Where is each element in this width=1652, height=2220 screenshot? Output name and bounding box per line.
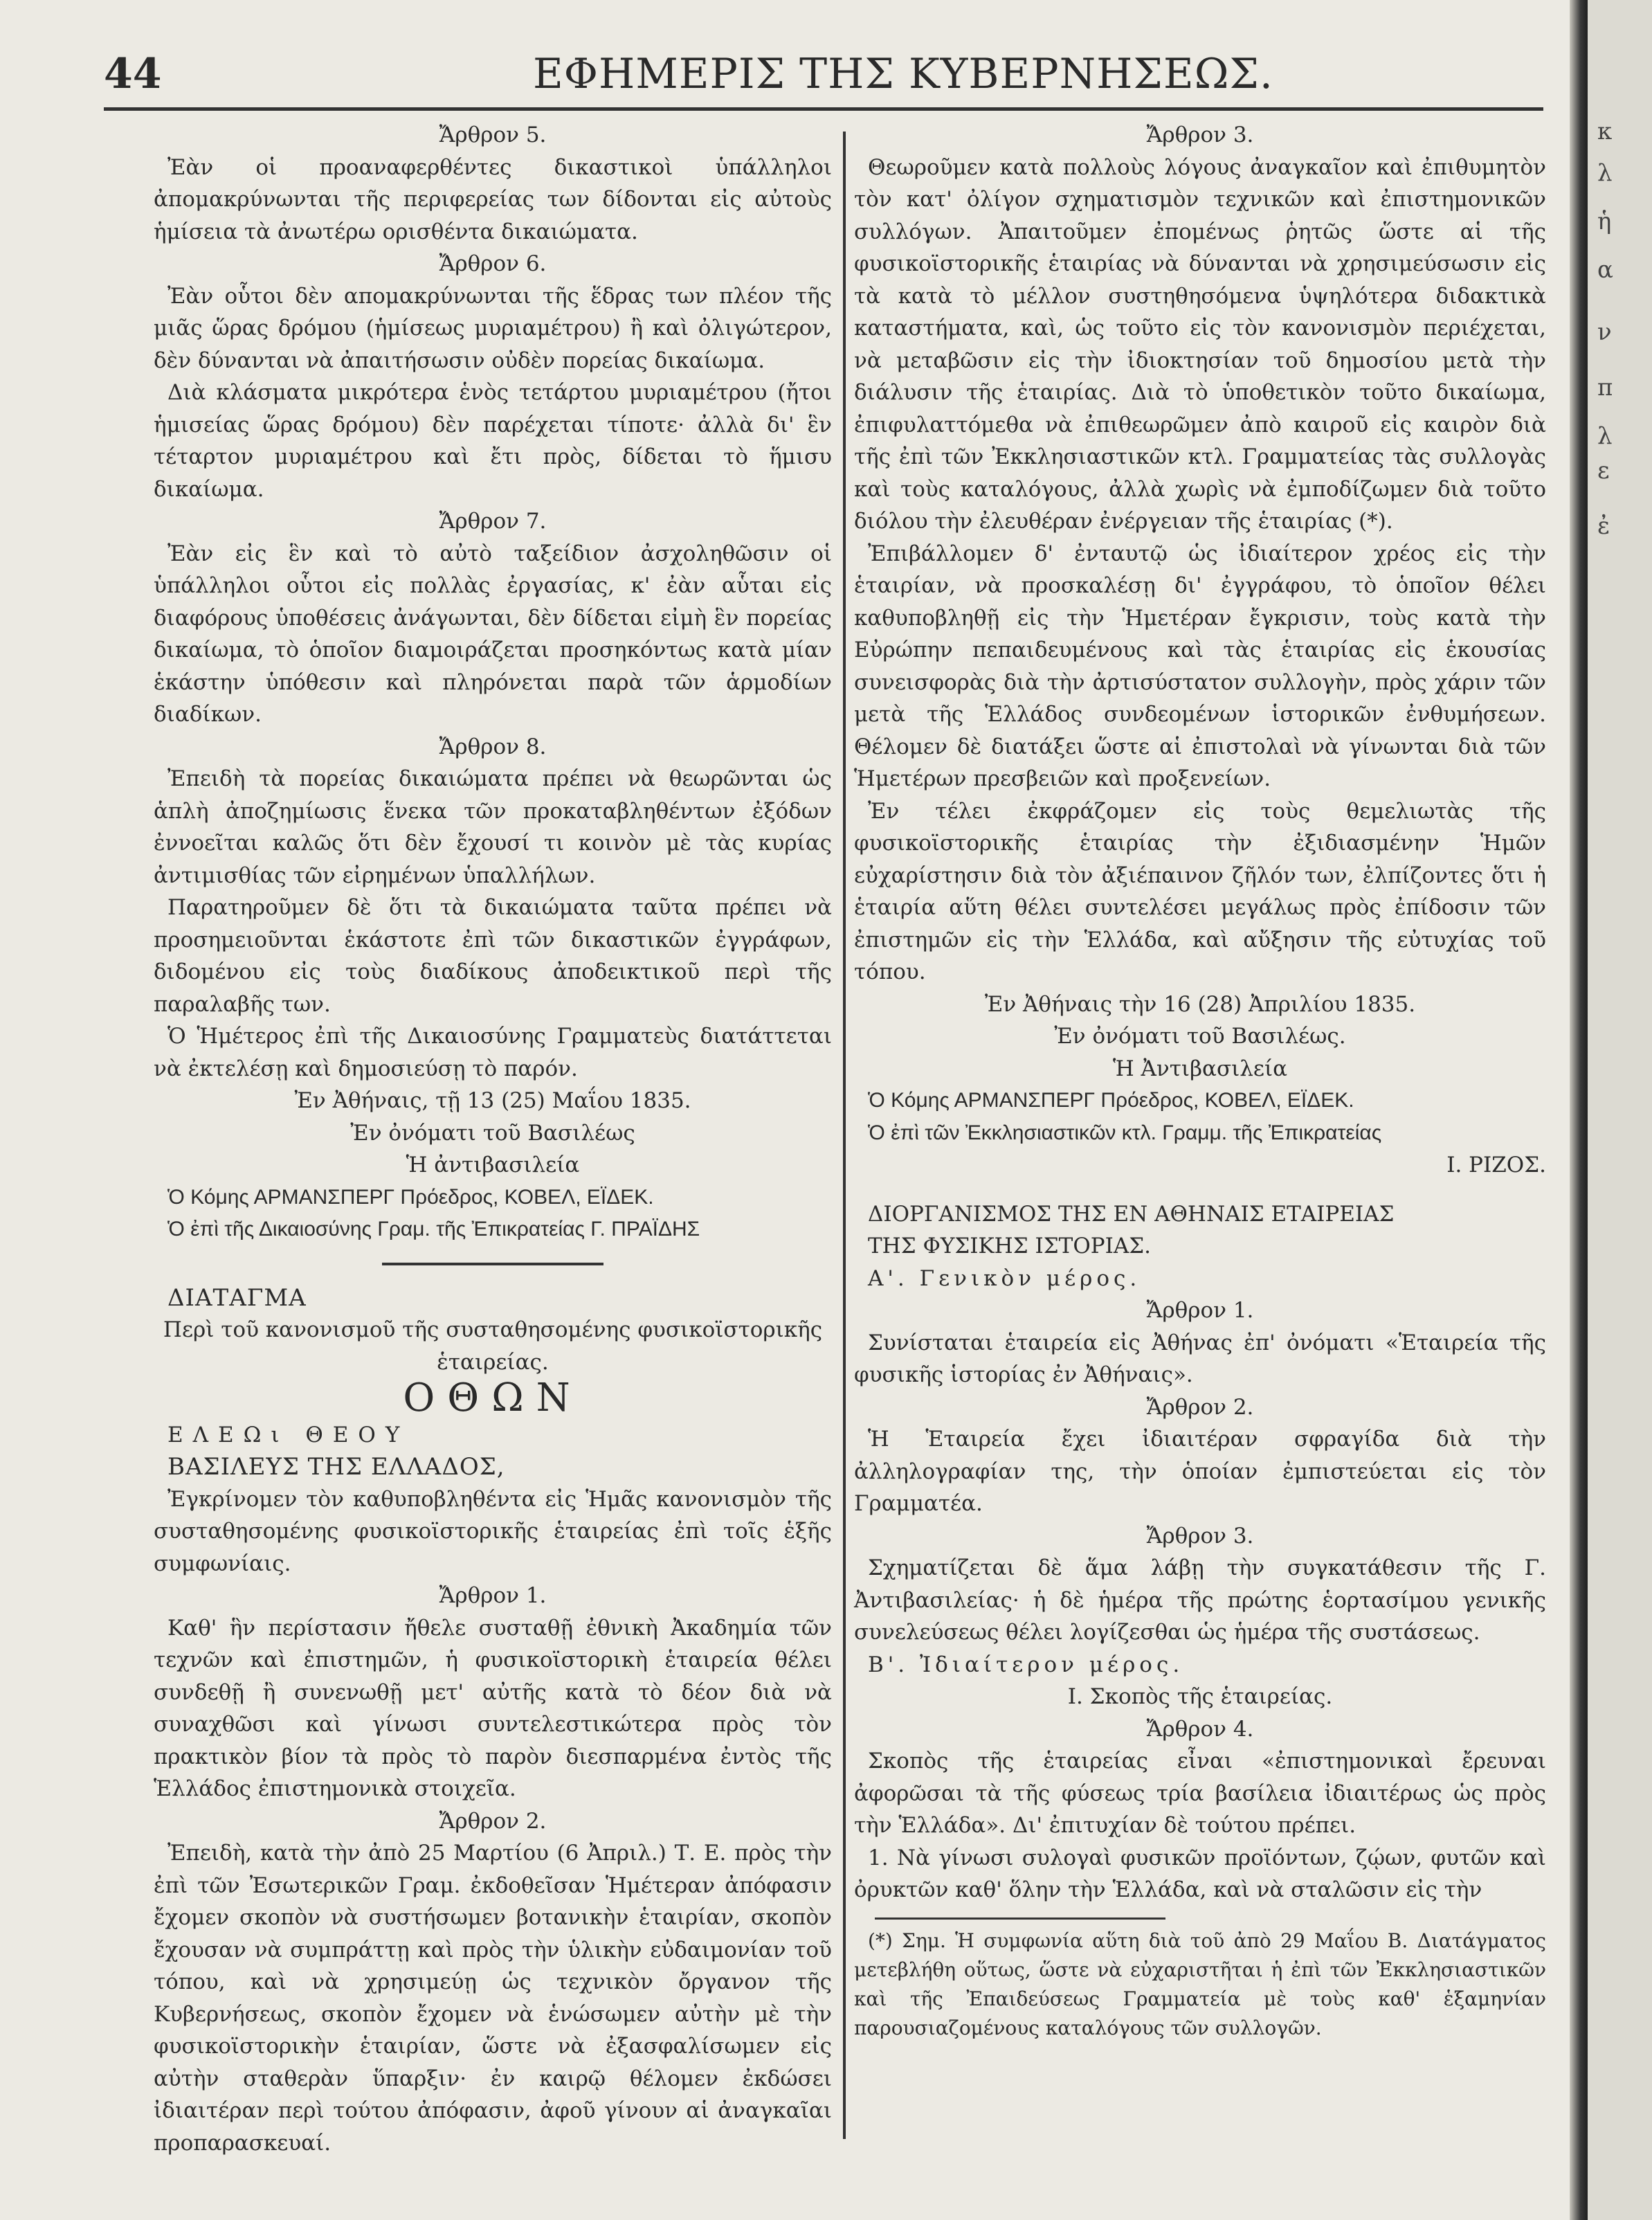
- edge-letter: λ: [1597, 422, 1613, 450]
- article-text: Καθ' ἣν περίστασιν ἤθελε συσταθῇ ἐθνικὴ Ἀκαδημία τῶν τεχνῶν καὶ ἐπιστημῶν, ἡ φυσικοϊστορικὴ ἑταιρεία θέλει συνδεθῇ ἢ συνενωθῇ μετ' αὐτῆς κατὰ τὸ δέον διὰ νὰ συναχθῶσι καὶ γίνωσι συντελεστικώτερα πρὸς τὸν πρακτικὸν βίον τὰ πρὸς τὸ παρὸν διεσπαρμένα ἐντὸς τῆς Ἑλλάδος ἐπιστημονικὰ στοιχεῖα.: [154, 1615, 832, 1801]
- secretary-signature: Ὁ ἐπὶ τῆς Δικαιοσύνης Γραμ. τῆς Ἐπικρατείας Γ. ΠΡΑΪΔΗΣ: [167, 1218, 700, 1240]
- page-header: [104, 50, 1543, 112]
- edge-letter: ἡ: [1597, 208, 1612, 235]
- newspaper-title: ΕΦΗΜΕΡΙΣ ΤΗΣ ΚΥΒΕΡΝΗΣΕΩΣ.: [533, 50, 1273, 98]
- king-name-line: Ἐν ὀνόματι τοῦ Βασιλέως: [350, 1120, 635, 1146]
- article-heading: Ἄρθρον 3.: [1146, 123, 1254, 147]
- edge-letter: ν: [1597, 318, 1612, 346]
- article-text: Συνίσταται ἑταιρεία εἰς Ἀθήνας ἐπ' ὀνόματι «Ἑταιρεία τῆς φυσικῆς ἱστορίας ἐν Ἀθήναις».: [854, 1330, 1546, 1387]
- article-text: 1. Νὰ γίνωσι συλογαὶ φυσικῶν προϊόντων, ζῴων, φυτῶν καὶ ὀρυκτῶν καθ' ὅλην τὴν Ἑλλάδα, καὶ νὰ σταλῶσιν εἰς τὴν: [854, 1845, 1546, 1902]
- page-number: 44: [104, 50, 162, 98]
- page-gutter-shadow: [1570, 0, 1588, 2220]
- left-column: [154, 119, 832, 2159]
- article-text: Ἐὰν οἱ προαναφερθέντες δικαστικοὶ ὑπάλληλοι ἀπομακρύνωνται τῆς περιφερείας των δίδονται εἰς αὐτοὺς ἡμίσεια τὰ ἀνωτέρω ορισθέντα δικαιώματα.: [154, 154, 832, 244]
- header-rule: [104, 107, 1543, 111]
- article-heading: Ἄρθρον 1.: [1146, 1298, 1254, 1323]
- part-heading: Α'. Γενικὸν μέρος.: [868, 1265, 1141, 1291]
- article-text: Σχηματίζεται δὲ ἅμα λάβῃ τὴν συγκατάθεσιν τῆς Γ. Ἀντιβασιλείας· ἡ δὲ ἡμέρα τῆς πρώτης ἑορτασίμου γενικῆς συνελεύσεως θέλει λογίζεσθαι ὡς ἡμέρα τῆς συστάσεως.: [854, 1555, 1546, 1645]
- section-heading: Ι. Σκοπὸς τῆς ἑταιρείας.: [1067, 1684, 1333, 1709]
- article-heading: Ἄρθρον 4.: [1146, 1716, 1254, 1742]
- article-heading: Ἄρθρον 6.: [439, 251, 547, 276]
- article-text: Διὰ κλάσματα μικρότερα ἑνὸς τετάρτου μυριαμέτρου (ἤτοι ἡμισείας ὥρας δρόμου) δὲν παρέχεται τίποτε· ἀλλὰ δι' ἓν τέταρτον μυριαμέτρου καὶ ἔτι πρὸς, δίδεται τὸ ἥμισυ δικαίωμα.: [154, 380, 832, 502]
- article-text: Ἐπειδὴ τὰ πορείας δικαιώματα πρέπει νὰ θεωρῶνται ὡς ἁπλὴ ἀποζημίωσις ἕνεκα τῶν προκαταβληθέντων ἐξόδων ἐννοεῖται καλῶς ὅτι δὲν ἔχουσί τι κοινὸν μὲ τὰς κυρίας ἀντιμισθίας τῶν εἰρημένων ὑπαλλήλων.: [154, 766, 832, 888]
- statute-subtitle: ΤΗΣ ΦΥΣΙΚΗΣ ΙΣΤΟΡΙΑΣ.: [868, 1234, 1152, 1258]
- secretary-signature: Ὁ ἐπὶ τῶν Ἐκκλησιαστικῶν κτλ. Γραμμ. τῆς Ἐπικρατείας: [868, 1121, 1382, 1144]
- article-heading: Ἄρθρον 2.: [439, 1808, 547, 1834]
- king-name-line: Ἐν ὀνόματι τοῦ Βασιλέως.: [1054, 1024, 1346, 1049]
- footnote-rule: [875, 1917, 1165, 1920]
- regency-line: Ἡ Ἀντιβασιλεία: [1112, 1056, 1288, 1081]
- edge-letter: ἐ: [1597, 512, 1610, 540]
- by-grace-of-god: ΕΛΕΩι ΘΕΟΥ: [167, 1422, 410, 1447]
- statute-title: ΔΙΟΡΓΑΝΙΣΜΟΣ ΤΗΣ ΕΝ ΑΘΗΝΑΙΣ ΕΤΑΙΡΕΙΑΣ: [868, 1201, 1395, 1227]
- article-text: Ὁ Ἡμέτερος ἐπὶ τῆς Δικαιοσύνης Γραμματεὺς διατάττεται νὰ ἐκτελέσῃ καὶ δημοσιεύσῃ τὸ παρόν.: [154, 1024, 832, 1081]
- secretary-name: Ι. ΡΙΖΟΣ.: [1446, 1153, 1546, 1177]
- king-name: ΟΘΩΝ: [403, 1375, 583, 1420]
- decree-date: Ἐν Ἀθήναις, τῇ 13 (25) Μαΐου 1835.: [294, 1088, 691, 1113]
- article-text: Παρατηροῦμεν δὲ ὅτι τὰ δικαιώματα ταῦτα πρέπει νὰ προσημειοῦνται ἑκάστοτε ἐπὶ τῶν δικαστικῶν ἐγγράφων, διδομένου εἰς τοὺς διαδίκους ἀποδεικτικοῦ περὶ τῆς παραλαβῆς των.: [154, 895, 832, 1017]
- article-heading: Ἄρθρον 5.: [439, 123, 547, 147]
- decree-date: Ἐν Ἀθήναις τὴν 16 (28) Ἀπριλίου 1835.: [984, 991, 1416, 1017]
- column-divider: [843, 132, 846, 2139]
- article-text: Ἐπειδὴ, κατὰ τὴν ἀπὸ 25 Μαρτίου (6 Ἀπριλ.) Τ. Ε. πρὸς τὴν ἐπὶ τῶν Ἐσωτερικῶν Γραμ. ἐκδοθεῖσαν Ἡμέτεραν ἀπόφασιν ἔχομεν σκοπὸν νὰ συστήσωμεν βοτανικὴν ἑταιρίαν, σκοπὸν ἔχουσαν νὰ συμπράττῃ καὶ πρὸς τὴν ὑλικὴν εὐδαιμονίαν τοῦ τόπου, καὶ νὰ χρησιμεύῃ ὡς τεχνικὸν ὄργανον τῆς Κυβερνήσεως, σκοπὸν ἔχομεν νὰ ἑνώσωμεν αὐτὴν μὲ τὴν φυσικοϊστορικὴν ἑταιρίαν, ὥστε νὰ ἐξασφαλίσωμεν εἰς αὐτὴν σταθερὰν ὕπαρξιν· ἐν καιρῷ θέλομεν ἐκδώσει ἰδιαιτέραν περὶ τούτου ἀπόφασιν, ἀφοῦ γίνουν αἱ ἀναγκαῖαι προπαρασκευαί.: [154, 1841, 832, 2156]
- edge-letter: κ: [1597, 118, 1613, 145]
- footnote: (*) Σημ. Ἡ συμφωνία αὕτη διὰ τοῦ ἀπὸ 29 Μαΐου Β. Διατάγματος μετεβλήθη οὕτως, ὥστε νὰ εὐχαριστῆται ἡ ἐπὶ τῶν Ἐκκλησιαστικῶν καὶ τῆς Ἐπαιδεύσεως Γραμματεία μὲ τοὺς καθ' ἑξαμηνίαν παρουσιαζομένους καταλόγους τῶν συλλογῶν.: [854, 1929, 1546, 2039]
- article-heading: Ἄρθρον 8.: [439, 734, 547, 759]
- section-rule: [382, 1263, 603, 1265]
- signatories: Ὁ Κόμης ΑΡΜΑΝΣΠΕΡΓ Πρόεδρος, ΚΟΒΕΛ, ΕΪΔΕΚ.: [868, 1089, 1354, 1112]
- article-heading: Ἄρθρον 3.: [1146, 1523, 1254, 1549]
- king-title: ΒΑΣΙΛΕΥΣ ΤΗΣ ΕΛΛΑΔΟΣ,: [167, 1453, 505, 1481]
- article-text: Ἡ Ἑταιρεία ἔχει ἰδιαιτέραν σφραγίδα διὰ τὴν ἀλληλογραφίαν της, τὴν ὁποίαν ἐμπιστεύεται εἰς τὸν Γραμματέα.: [854, 1427, 1546, 1516]
- decree-subject: Περὶ τοῦ κανονισμοῦ τῆς συσταθησομένης φυσικοϊστορικῆς ἑταιρείας.: [163, 1317, 823, 1375]
- article-heading: Ἄρθρον 2.: [1146, 1394, 1254, 1420]
- article-text: Σκοπὸς τῆς ἑταιρείας εἶναι «ἐπιστημονικαὶ ἔρευναι ἀφορῶσαι τὰ τῆς φύσεως τρία βασίλεια ἰδιαιτέρως ὡς πρὸς τὴν Ἑλλάδα». Δι' ἐπιτυχίαν δὲ τούτου πρέπει.: [854, 1749, 1546, 1838]
- decree-title: ΔΙΑΤΑΓΜΑ: [167, 1283, 307, 1312]
- article-text: Θεωροῦμεν κατὰ πολλοὺς λόγους ἀναγκαῖον καὶ ἐπιθυμητὸν τὸν κατ' ὀλίγον σχηματισμὸν τεχνικῶν καὶ ἐπιστημονικῶν συλλόγων. Ἀπαιτοῦμεν ἐπομένως ῥητῶς ὥστε αἱ τῆς φυσικοϊστορικῆς ἑταιρίας νὰ δύνανται νὰ χρησιμεύσωσιν εἰς τὰ κατὰ τὸ μέλλον συστηθησόμενα ὑψηλότερα διδακτικὰ καταστήματα, καὶ, ὡς τοῦτο εἰς τὸν κανονισμὸν περιέχεται, νὰ μεταβῶσιν εἰς τὴν ἰδιοκτησίαν τοῦ δημοσίου μετὰ τὴν διάλυσιν τῆς ἑταιρίας. Διὰ τὸ ὑποθετικὸν τοῦτο δικαίωμα, ἐπιφυλαττόμεθα νὰ ἐπιθεωρῶμεν ἀπὸ καιροῦ εἰς καιρὸν διὰ τῆς ἐπὶ τῶν Ἐκκλησιαστικῶν κτλ. Γραμματείας τὰς συλλογὰς καὶ τοὺς καταλόγους, ἀλλὰ χωρὶς νὰ ἐμποδίζωμεν διὰ τοῦτο διόλου τὴν ἐλευθέραν ἐνέργειαν τῆς ἑταιρίας (*).: [854, 154, 1546, 534]
- article-text: Ἐὰν οὗτοι δὲν απομακρύνωνται τῆς ἕδρας των πλέον τῆς μιᾶς ὥρας δρόμου (ἡμίσεως μυριαμέτρου) ἢ καὶ ὀλιγώτερον, δὲν δύνανται νὰ ἀπαιτήσωσιν οὐδὲν πορείας δικαίωμα.: [154, 283, 832, 373]
- part-heading: Β'. Ἰδιαίτερον μέρος.: [868, 1652, 1184, 1677]
- signatories: Ὁ Κόμης ΑΡΜΑΝΣΠΕΡΓ Πρόεδρος, ΚΟΒΕΛ, ΕΪΔΕΚ.: [167, 1185, 654, 1209]
- article-text: Ἐν τέλει ἐκφράζομεν εἰς τοὺς θεμελιωτὰς τῆς φυσικοϊστορικῆς ἑταιρίας τὴν ἐξιδιασμένην Ἡμῶν εὐχαρίστησιν διὰ τὸν ἀξιέπαινον ζῆλόν των, ἐλπίζοντες ὅτι ἡ ἑταιρία αὕτη θέλει συντελέσει μεγάλως πρὸς ἐπίδοσιν τῶν ἐπιστημῶν εἰς τὴν Ἑλλάδα, καὶ αὔξησιν τῆς εὐτυχίας τοῦ τόπου.: [854, 798, 1546, 984]
- article-text: Ἐὰν εἰς ἓν καὶ τὸ αὐτὸ ταξείδιον ἀσχοληθῶσιν οἱ ὑπάλληλοι οὗτοι εἰς πολλὰς ἐργασίας, κ' ἐὰν αὗται εἰς διαφόρους ὑποθέσεις ἀνάγωνται, δὲν δίδεται εἰμὴ ἓν πορείας δικαίωμα, τὸ ὁποῖον διαμοιράζεται προσηκόντως κατὰ μίαν ἑκάστην ὑπόθεσιν καὶ πληρόνεται παρὰ τῶν ἁρμοδίων διαδίκων.: [154, 541, 832, 727]
- edge-letter: α: [1597, 256, 1613, 284]
- regency-line: Ἡ ἀντιβασιλεία: [406, 1153, 580, 1177]
- right-column: [854, 119, 1546, 2043]
- edge-letter: π: [1597, 374, 1613, 401]
- edge-letter: λ: [1597, 159, 1613, 187]
- decree-intro: Ἐγκρίνομεν τὸν καθυποβληθέντα εἰς Ἡμᾶς κανονισμὸν τῆς συσταθησομένης φυσικοϊστορικῆς ἑταιρείας ἐπὶ τοῖς ἑξῆς συμφωνίαις.: [154, 1486, 832, 1576]
- edge-letter: ε: [1597, 457, 1610, 485]
- adjacent-page-edge: [1588, 0, 1652, 2220]
- article-heading: Ἄρθρον 1.: [439, 1583, 547, 1608]
- article-heading: Ἄρθρον 7.: [439, 509, 547, 534]
- article-text: Ἐπιβάλλομεν δ' ἐνταυτῷ ὡς ἰδιαίτερον χρέος εἰς τὴν ἑταιρίαν, νὰ προσκαλέσῃ δι' ἐγγράφου, τὸ ὁποῖον θέλει καθυποβληθῇ εἰς τὴν Ἡμετέραν ἔγκρισιν, τοὺς κατὰ τὴν Εὐρώπην πεπαιδευμένους καὶ τὰς ἑταιρίας εἰς ἑκουσίας συνεισφορὰς διὰ τὴν ἀρτισύστατον συλλογὴν, πρὸς χάριν τῶν μετὰ τῆς Ἑλλάδος συνδεομένων ἱστορικῶν ἐνθυμήσεων. Θέλομεν δὲ διατάξει ὥστε αἱ ἐπιστολαὶ νὰ γίνωνται διὰ τῶν Ἡμετέρων πρεσβειῶν καὶ προξενείων.: [854, 541, 1546, 791]
